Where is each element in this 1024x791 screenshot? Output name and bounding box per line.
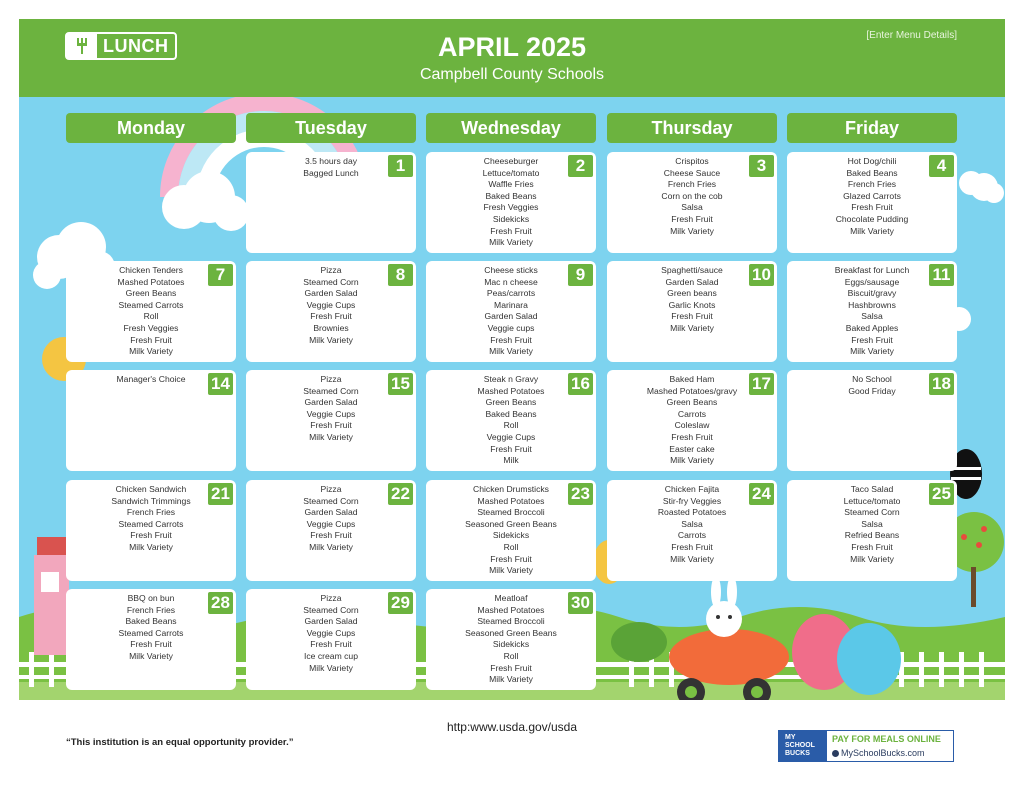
menu-item: Chicken Sandwich — [115, 484, 187, 494]
menu-item: Fresh Fruit — [310, 420, 352, 431]
menu-item: Steamed Corn — [844, 507, 900, 518]
menu-items-list — [256, 374, 406, 444]
menu-item: Milk Variety — [670, 322, 714, 333]
day-header-wednesday: Wednesday — [426, 113, 596, 143]
menu-item: Steak n Gravy — [483, 374, 539, 384]
calendar-day-cell — [787, 261, 957, 362]
menu-items-list — [436, 156, 586, 249]
menu-item: Milk Variety — [129, 650, 173, 661]
menu-items-list — [797, 484, 947, 565]
menu-item: Pizza — [320, 484, 342, 494]
calendar-day-cell — [66, 589, 236, 690]
menu-item: Sidekicks — [492, 530, 530, 541]
enter-menu-details-placeholder: [Enter Menu Details] — [866, 30, 957, 41]
day-number: 24 — [749, 483, 774, 505]
calendar-day-cell — [607, 152, 777, 253]
menu-item: Hashbrowns — [848, 299, 896, 310]
day-number: 7 — [208, 264, 233, 286]
calendar-day-cell — [787, 152, 957, 253]
menu-item: Fresh Fruit — [310, 530, 352, 541]
menu-item: Cheese sticks — [484, 265, 538, 275]
menu-items-list — [436, 484, 586, 577]
calendar-day-cell — [246, 370, 416, 471]
menu-item: Bagged Lunch — [303, 167, 359, 178]
menu-item: 3.5 hours day — [304, 156, 358, 166]
day-number: 10 — [749, 264, 774, 286]
menu-item: Milk Variety — [489, 237, 533, 248]
menu-item: Milk Variety — [489, 674, 533, 685]
menu-item: Manager's Choice — [116, 374, 186, 384]
menu-item: Steamed Carrots — [118, 627, 184, 638]
menu-items-list — [256, 156, 406, 179]
menu-item: Pizza — [320, 265, 342, 275]
menu-item: Fresh Fruit — [310, 311, 352, 322]
myschoolbucks-site — [832, 748, 925, 758]
menu-item: Milk Variety — [129, 541, 173, 552]
day-number: 30 — [568, 592, 593, 614]
calendar-day-cell — [426, 261, 596, 362]
menu-item: Taco Salad — [850, 484, 894, 494]
day-number: 8 — [388, 264, 413, 286]
usda-url[interactable]: http:www.usda.gov/usda — [446, 720, 578, 734]
menu-item: French Fries — [126, 604, 176, 615]
menu-items-list — [436, 374, 586, 467]
menu-item: Garlic Knots — [668, 299, 716, 310]
calendar-day-cell — [607, 370, 777, 471]
calendar-day-cell — [426, 370, 596, 471]
calendar-day-cell — [66, 261, 236, 362]
menu-item: Sidekicks — [492, 639, 530, 650]
day-header-friday: Friday — [787, 113, 957, 143]
badge-line-1: MY — [785, 734, 796, 741]
menu-item: Fresh Fruit — [130, 334, 172, 345]
menu-item: Glazed Carrots — [843, 190, 901, 201]
menu-item: Salsa — [861, 311, 883, 322]
menu-item: Good Friday — [848, 385, 896, 396]
menu-item: Mashed Potatoes/gravy — [646, 385, 738, 396]
logo-text: LUNCH — [103, 36, 169, 56]
menu-item: Roll — [503, 541, 519, 552]
menu-item: Cheese Sauce — [663, 167, 721, 178]
menu-item: Veggie Cups — [306, 518, 356, 529]
calendar-day-cell — [246, 480, 416, 581]
day-header-thursday: Thursday — [607, 113, 777, 143]
menu-item: Chocolate Pudding — [835, 213, 909, 224]
menu-items-list — [256, 593, 406, 674]
menu-items-list — [76, 593, 226, 663]
menu-item: Corn on the cob — [661, 190, 723, 201]
calendar-day-cell — [787, 370, 957, 471]
menu-item: Fresh Fruit — [130, 530, 172, 541]
menu-item: Milk Variety — [309, 334, 353, 345]
menu-item: Baked Beans — [485, 408, 537, 419]
menu-item: Milk Variety — [850, 553, 894, 564]
menu-item: French Fries — [126, 507, 176, 518]
menu-item: Mashed Potatoes — [117, 276, 185, 287]
menu-item: Chicken Tenders — [119, 265, 183, 275]
menu-item: Milk Variety — [670, 553, 714, 564]
menu-item: Steamed Corn — [303, 276, 359, 287]
myschoolbucks-badge[interactable] — [778, 730, 954, 762]
menu-items-list — [76, 374, 226, 386]
day-number: 11 — [929, 264, 954, 286]
menu-item: Fresh Fruit — [490, 443, 532, 454]
menu-items-list — [436, 593, 586, 686]
menu-item: Roll — [503, 420, 519, 431]
day-number: 4 — [929, 155, 954, 177]
menu-item: Carrots — [677, 408, 707, 419]
menu-item: Baked Beans — [125, 616, 177, 627]
menu-item: Mashed Potatoes — [477, 495, 545, 506]
badge-line-3: BUCKS — [785, 750, 810, 757]
menu-item: Chicken Drumsticks — [473, 484, 549, 494]
calendar-day-cell — [426, 589, 596, 690]
menu-item: Meatloaf — [494, 593, 528, 603]
menu-item: Mac n cheese — [484, 276, 538, 287]
day-number: 28 — [208, 592, 233, 614]
menu-item: Steamed Broccoli — [477, 507, 545, 518]
menu-item: Breakfast for Lunch — [834, 265, 910, 275]
menu-item: Garden Salad — [304, 288, 358, 299]
menu-items-list — [797, 265, 947, 358]
calendar-day-cell — [246, 589, 416, 690]
myschoolbucks-logo — [779, 731, 827, 761]
menu-item: Pizza — [320, 593, 342, 603]
menu-item: Milk Variety — [850, 225, 894, 236]
menu-items-list — [256, 484, 406, 554]
site-text: MySchoolBucks.com — [841, 748, 925, 758]
day-number: 16 — [568, 373, 593, 395]
header-bar — [19, 19, 1005, 97]
calendar-day-cell — [787, 480, 957, 581]
day-number: 25 — [929, 483, 954, 505]
menu-items-list — [617, 374, 767, 467]
menu-items-list — [436, 265, 586, 358]
day-number: 2 — [568, 155, 593, 177]
calendar-day-cell — [246, 261, 416, 362]
menu-item: Lettuce/tomato — [843, 495, 901, 506]
menu-item: Fresh Fruit — [130, 639, 172, 650]
menu-item: Fresh Fruit — [671, 431, 713, 442]
menu-item: Milk — [503, 455, 519, 466]
calendar-day-cell — [426, 480, 596, 581]
menu-item: Milk Variety — [670, 455, 714, 466]
menu-items-list — [617, 265, 767, 335]
menu-item: Stir-fry Veggies — [662, 495, 722, 506]
menu-item: Fresh Fruit — [310, 639, 352, 650]
menu-item: Milk Variety — [850, 346, 894, 357]
menu-item: Refried Beans — [844, 530, 900, 541]
menu-item: Fresh Veggies — [123, 322, 179, 333]
day-number: 14 — [208, 373, 233, 395]
menu-item: Baked Apples — [845, 322, 899, 333]
menu-item: Fresh Fruit — [490, 553, 532, 564]
menu-items-list — [617, 156, 767, 237]
menu-item: Veggie Cups — [306, 299, 356, 310]
menu-item: Veggie Cups — [306, 408, 356, 419]
menu-item: Roll — [143, 311, 159, 322]
menu-item: Salsa — [681, 518, 703, 529]
menu-item: Salsa — [861, 518, 883, 529]
day-number: 3 — [749, 155, 774, 177]
menu-item: Crispitos — [675, 156, 709, 166]
day-number: 17 — [749, 373, 774, 395]
menu-item: Green Beans — [666, 397, 718, 408]
menu-item: No School — [852, 374, 892, 384]
badge-line-2: SCHOOL — [785, 742, 815, 749]
menu-item: Waffle Fries — [488, 179, 534, 190]
menu-item: Baked Beans — [485, 190, 537, 201]
menu-item: Sandwich Trimmings — [111, 495, 191, 506]
menu-item: Fresh Fruit — [851, 541, 893, 552]
menu-item: Garden Salad — [304, 397, 358, 408]
menu-item: Veggie Cups — [306, 627, 356, 638]
menu-item: Steamed Carrots — [118, 299, 184, 310]
day-number: 15 — [388, 373, 413, 395]
menu-item: Fresh Fruit — [671, 311, 713, 322]
calendar-day-cell — [607, 261, 777, 362]
menu-item: Chicken Fajita — [664, 484, 720, 494]
calendar-day-cell — [66, 480, 236, 581]
day-header-tuesday: Tuesday — [246, 113, 416, 143]
menu-item: Fresh Fruit — [851, 334, 893, 345]
menu-item: Mashed Potatoes — [477, 385, 545, 396]
menu-item: Sidekicks — [492, 213, 530, 224]
menu-item: Milk Variety — [309, 541, 353, 552]
menu-item: Steamed Carrots — [118, 518, 184, 529]
equal-opportunity-statement: “This institution is an equal opportunity provider.” — [66, 737, 294, 748]
menu-item: Steamed Broccoli — [477, 616, 545, 627]
day-number: 18 — [929, 373, 954, 395]
menu-item: Green beans — [667, 288, 717, 299]
menu-item: Milk Variety — [129, 346, 173, 357]
day-number: 23 — [568, 483, 593, 505]
menu-item: Steamed Corn — [303, 604, 359, 615]
menu-item: Green Beans — [125, 288, 177, 299]
menu-item: Fresh Fruit — [490, 334, 532, 345]
menu-item: Cheeseburger — [483, 156, 539, 166]
menu-item: Mashed Potatoes — [477, 604, 545, 615]
page-title: APRIL 2025 — [437, 32, 587, 62]
menu-items-list — [76, 265, 226, 358]
calendar-day-cell — [246, 152, 416, 253]
menu-item: Fresh Fruit — [490, 225, 532, 236]
day-number: 29 — [388, 592, 413, 614]
menu-item: Brownies — [313, 322, 349, 333]
menu-item: Carrots — [677, 530, 707, 541]
menu-item: Baked Ham — [669, 374, 715, 384]
house-illustration — [34, 537, 69, 655]
menu-items-list — [76, 484, 226, 554]
menu-item: Roasted Potatoes — [657, 507, 727, 518]
menu-item: French Fries — [847, 179, 897, 190]
menu-item: Spaghetti/sauce — [661, 265, 723, 275]
menu-item: BBQ on bun — [127, 593, 175, 603]
menu-item: Easter cake — [669, 443, 715, 454]
menu-item: Green Beans — [485, 397, 537, 408]
day-number: 1 — [388, 155, 413, 177]
menu-item: Coleslaw — [674, 420, 710, 431]
menu-item: Fresh Fruit — [851, 202, 893, 213]
menu-item: Fresh Fruit — [490, 662, 532, 673]
pay-for-meals-text: PAY FOR MEALS ONLINE — [832, 734, 941, 744]
menu-item: Milk Variety — [489, 565, 533, 576]
page-subtitle: Campbell County Schools — [419, 66, 605, 83]
globe-icon — [832, 750, 839, 757]
menu-item: Garden Salad — [304, 507, 358, 518]
day-header-monday: Monday — [66, 113, 236, 143]
menu-items-list — [797, 156, 947, 237]
menu-item: Eggs/sausage — [844, 276, 900, 287]
menu-item: Seasoned Green Beans — [465, 518, 557, 529]
menu-item: Marinara — [494, 299, 528, 310]
menu-item: Milk Variety — [309, 431, 353, 442]
menu-item: Hot Dog/chili — [847, 156, 897, 166]
menu-item: Steamed Corn — [303, 495, 359, 506]
day-number: 21 — [208, 483, 233, 505]
day-number: 9 — [568, 264, 593, 286]
day-number: 22 — [388, 483, 413, 505]
menu-item: Veggie cups — [487, 322, 535, 333]
menu-item: Garden Salad — [304, 616, 358, 627]
menu-item: Garden Salad — [484, 311, 538, 322]
menu-item: Milk Variety — [309, 662, 353, 673]
menu-item: Milk Variety — [489, 346, 533, 357]
menu-item: Peas/carrots — [486, 288, 536, 299]
calendar-day-cell — [607, 480, 777, 581]
menu-item: Pizza — [320, 374, 342, 384]
menu-item: Lettuce/tomato — [482, 167, 540, 178]
menu-item: Steamed Corn — [303, 385, 359, 396]
menu-item: Milk Variety — [670, 225, 714, 236]
menu-items-list — [617, 484, 767, 565]
menu-item: Biscuit/gravy — [847, 288, 897, 299]
menu-item: Salsa — [681, 202, 703, 213]
menu-item: Fresh Fruit — [671, 541, 713, 552]
menu-item: Seasoned Green Beans — [465, 627, 557, 638]
menu-item: Roll — [503, 650, 519, 661]
menu-item: Fresh Fruit — [671, 213, 713, 224]
menu-item: Ice cream cup — [304, 650, 358, 661]
menu-item: Baked Beans — [846, 167, 898, 178]
menu-items-list — [256, 265, 406, 346]
menu-item: Fresh Veggies — [483, 202, 539, 213]
menu-item: Veggie Cups — [486, 431, 536, 442]
calendar-day-cell — [66, 370, 236, 471]
menu-item: French Fries — [667, 179, 717, 190]
menu-items-list — [797, 374, 947, 397]
menu-item: Garden Salad — [665, 276, 719, 287]
calendar-day-cell — [426, 152, 596, 253]
